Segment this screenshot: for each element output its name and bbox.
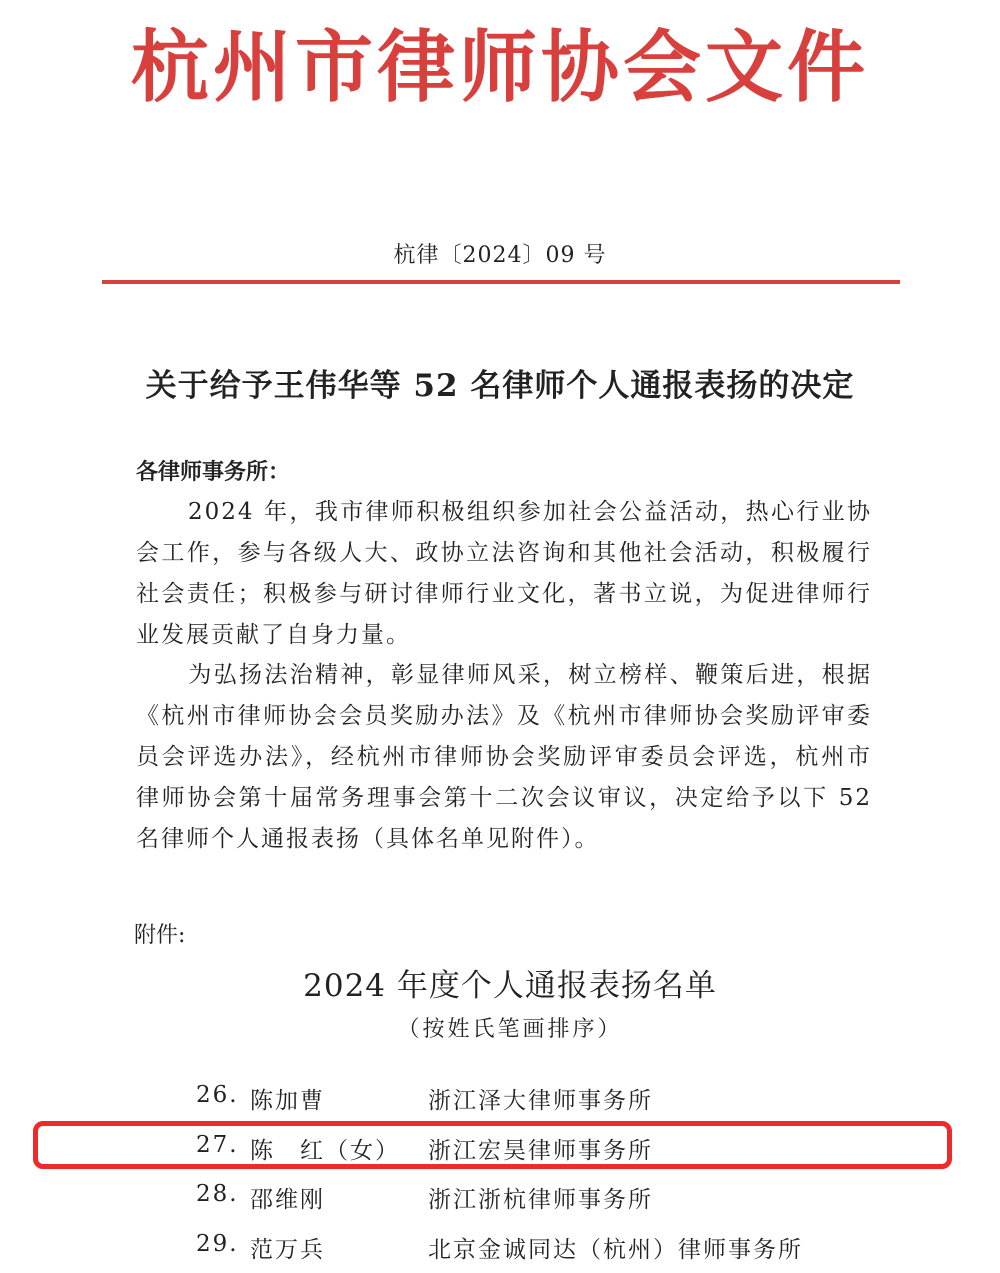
list-subtitle: （按姓氏笔画排序）: [397, 1017, 623, 1042]
list-item-firm: 北京金诚同达（杭州）律师事务所: [428, 1237, 803, 1263]
list-item-name: 范万兵: [250, 1237, 325, 1263]
salutation: 各律师事务所：: [136, 460, 291, 485]
list-item-number: 27.: [196, 1132, 239, 1158]
red-divider: [102, 280, 900, 284]
masthead-title: 杭州市律师协会文件: [130, 23, 869, 113]
list-title: 2024 年度个人通报表扬名单: [303, 968, 717, 1004]
document-title: 关于给予王伟华等 52 名律师个人通报表扬的决定: [145, 368, 855, 404]
list-item: [0, 1082, 1000, 1122]
list-item-name: 陈 红（女）: [250, 1138, 400, 1164]
list-item-firm: 浙江浙杭律师事务所: [428, 1187, 653, 1213]
body-paragraph-2-text: 为弘扬法治精神，彰显律师风采，树立榜样、鞭策后进，根据《杭州市律师协会会员奖励办法》及《杭州市律师协会奖励评审委员会评选办法》，经杭州市律师协会奖励评审委员会评选，杭州市律师协会第十届常务理事会第十二次会议审议，决定给予以下 52 名律师个人通报表扬（具体名单见附件）。: [136, 662, 872, 852]
list-item-number: 26.: [196, 1082, 239, 1108]
body-paragraph-1-text: 2024 年，我市律师积极组织参加社会公益活动，热心行业协会工作，参与各级人大、政协立法咨询和其他社会活动，积极履行社会责任；积极参与研讨律师行业文化，著书立说，为促进律师行业发展贡献了自身力量。: [136, 499, 872, 648]
list-item-number: 29.: [196, 1231, 239, 1257]
list-item-name: 邵维刚: [250, 1187, 325, 1213]
document-number: 杭律〔2024〕09 号: [393, 243, 607, 268]
list-item-firm: 浙江宏昊律师事务所: [428, 1138, 653, 1164]
list-item-number: 28.: [196, 1181, 239, 1207]
list-item: [0, 1231, 1000, 1271]
body-paragraph-2: [136, 655, 872, 860]
list-item-firm: 浙江泽大律师事务所: [428, 1088, 653, 1114]
highlight-annotation-box: [33, 1121, 952, 1169]
body-paragraph-1: [136, 492, 872, 656]
list-item-name: 陈加曹: [250, 1088, 325, 1114]
list-item: [0, 1181, 1000, 1221]
attachment-label: 附件:: [134, 923, 186, 948]
